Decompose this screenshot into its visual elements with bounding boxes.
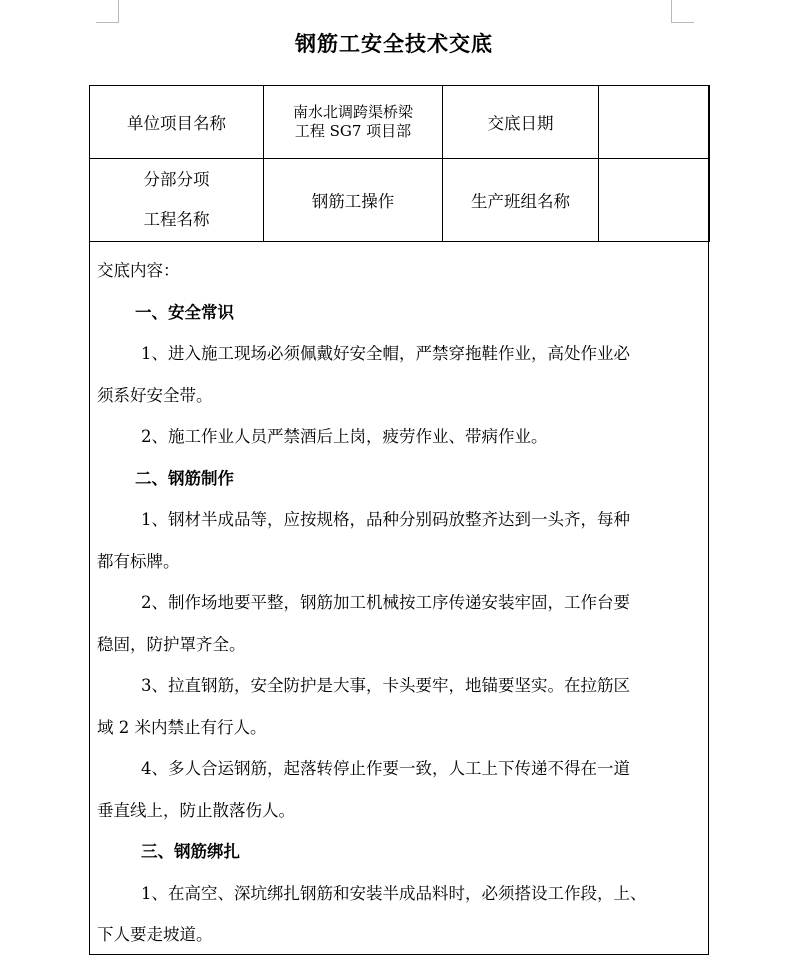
unit-value-cell xyxy=(264,86,443,159)
unit-value-line1: 南水北调跨渠桥梁 xyxy=(292,103,413,121)
document-title: 钢筋工安全技术交底 xyxy=(295,31,493,56)
team-label: 生产班组名称 xyxy=(471,192,570,211)
sub-value: 钢筋工操作 xyxy=(311,192,395,211)
margin-corner-mark-right xyxy=(671,0,694,23)
table-row xyxy=(90,159,710,242)
section-heading: 三、钢筋绑扎 xyxy=(141,842,240,861)
paragraph-line: 域 2 米内禁止有行人。 xyxy=(97,717,267,737)
paragraph-line: 2、施工作业人员严禁酒后上岗，疲劳作业、带病作业。 xyxy=(141,427,548,446)
date-label-cell xyxy=(443,86,599,159)
paragraph-line: 稳固，防护罩齐全。 xyxy=(97,634,246,654)
paragraph-line: 4、多人合运钢筋，起落转停止作要一致，人工上下传递不得在一道 xyxy=(141,759,630,778)
unit-label-cell xyxy=(90,86,264,159)
sub-label-cell xyxy=(90,159,264,242)
paragraph-line: 3、拉直钢筋，安全防护是大事，卡头要牢，地锚要坚实。在拉筋区 xyxy=(141,676,630,695)
date-value-cell xyxy=(599,86,710,159)
unit-label: 单位项目名称 xyxy=(127,114,226,133)
section-heading: 二、钢筋制作 xyxy=(135,468,234,488)
team-value-cell xyxy=(599,159,710,242)
team-label-cell xyxy=(443,159,599,242)
paragraph-line: 1、在高空、深坑绑扎钢筋和安装半成品料时，必须搭设工作段，上、 xyxy=(141,883,647,903)
paragraph-line: 1、进入施工现场必须佩戴好安全帽，严禁穿拖鞋作业，高处作业必 xyxy=(141,344,630,363)
sub-label-line2: 工程名称 xyxy=(143,210,210,229)
margin-corner-mark-left xyxy=(96,0,119,23)
sub-value-cell xyxy=(264,159,443,242)
paragraph-line: 垂直线上，防止散落伤人。 xyxy=(97,800,295,820)
paragraph-line: 下人要走坡道。 xyxy=(97,925,213,944)
table-row xyxy=(90,86,710,159)
sub-label-line1: 分部分项 xyxy=(143,170,210,189)
date-label: 交底日期 xyxy=(487,114,554,133)
paragraph-line: 2、制作场地要平整，钢筋加工机械按工序传递安装牢固，工作台要 xyxy=(141,593,630,612)
unit-value-line2: 工程 SG7 项目部 xyxy=(294,122,412,140)
briefing-content xyxy=(97,250,699,956)
paragraph-line: 须系好安全带。 xyxy=(97,385,213,405)
section-heading: 一、安全常识 xyxy=(135,302,234,322)
info-table xyxy=(89,85,710,242)
paragraph-line: 1、钢材半成品等，应按规格，品种分别码放整齐达到一头齐，每种 xyxy=(141,510,630,529)
paragraph-line: 都有标牌。 xyxy=(97,551,180,571)
content-intro: 交底内容： xyxy=(97,261,180,280)
